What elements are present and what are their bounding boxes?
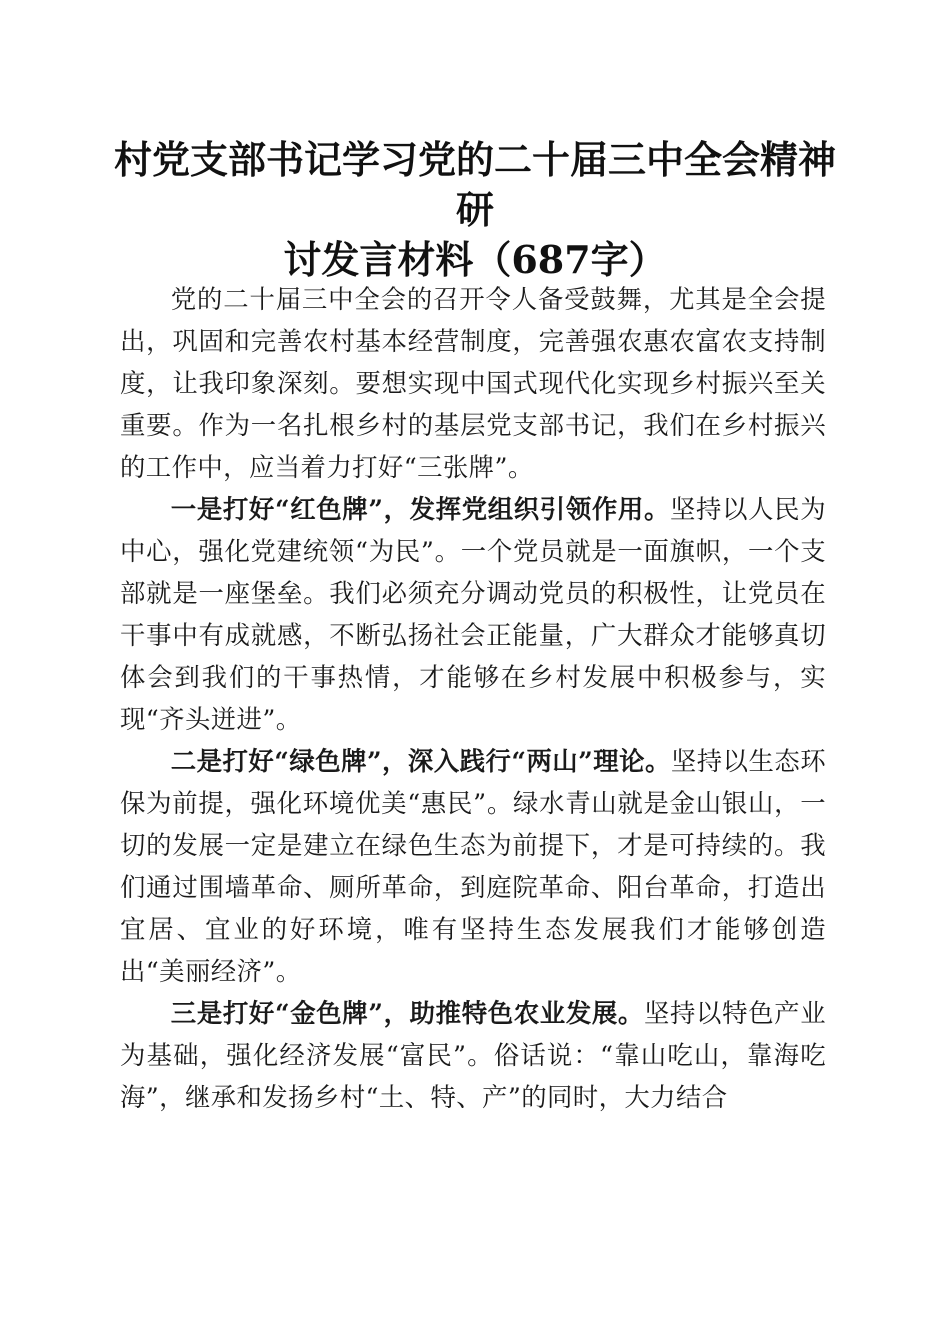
paragraph-lead: 三是打好“金色牌”，助推特色农业发展。 [170,998,644,1028]
paragraph-red-card [120,488,826,740]
document-body [120,278,826,1118]
paragraph-lead: 二是打好“绿色牌”，深入践行“两山”理论。 [170,746,671,776]
paragraph-text: 党的二十届三中全会的召开令人备受鼓舞，尤其是全会提出，巩固和完善农村基本经营制度，完善强农惠农富农支持制度，让我印象深刻。要想实现中国式现代化实现乡村振兴至关重要。作为一名扎根乡村的基层党支部书记，我们在乡村振兴的工作中，应当着力打好“三张牌”。 [120,284,826,482]
paragraph-green-card [120,740,826,992]
paragraph-text: 坚持以生态环保为前提，强化环境优美“惠民”。绿水青山就是金山银山，一切的发展一定是建立在绿色生态为前提下，才是可持续的。我们通过围墙革命、厕所革命，到庭院革命、阳台革命，打造出宜居、宜业的好环境，唯有坚持生态发展我们才能够创造出“美丽经济”。 [120,746,826,986]
document-title [110,135,840,285]
paragraph-text: 坚持以人民为中心，强化党建统领“为民”。一个党员就是一面旗帜，一个支部就是一座堡垒。我们必须充分调动党员的积极性，让党员在干事中有成就感，不断弘扬社会正能量，广大群众才能够真切体会到我们的干事热情，才能够在乡村发展中积极参与，实现“齐头迸进”。 [120,494,826,734]
paragraph-lead: 一是打好“红色牌”，发挥党组织引领作用。 [170,494,670,524]
paragraph-intro [120,278,826,488]
paragraph-text: 坚持以特色产业为基础，强化经济发展“富民”。俗话说：“靠山吃山，靠海吃海”，继承和发扬乡村“土、特、产”的同时，大力结合 [120,998,826,1112]
title-line-1: 村党支部书记学习党的二十届三中全会精神研 [113,137,836,232]
title-line-2: 讨发言材料（687字） [283,237,667,282]
paragraph-gold-card [120,992,826,1118]
